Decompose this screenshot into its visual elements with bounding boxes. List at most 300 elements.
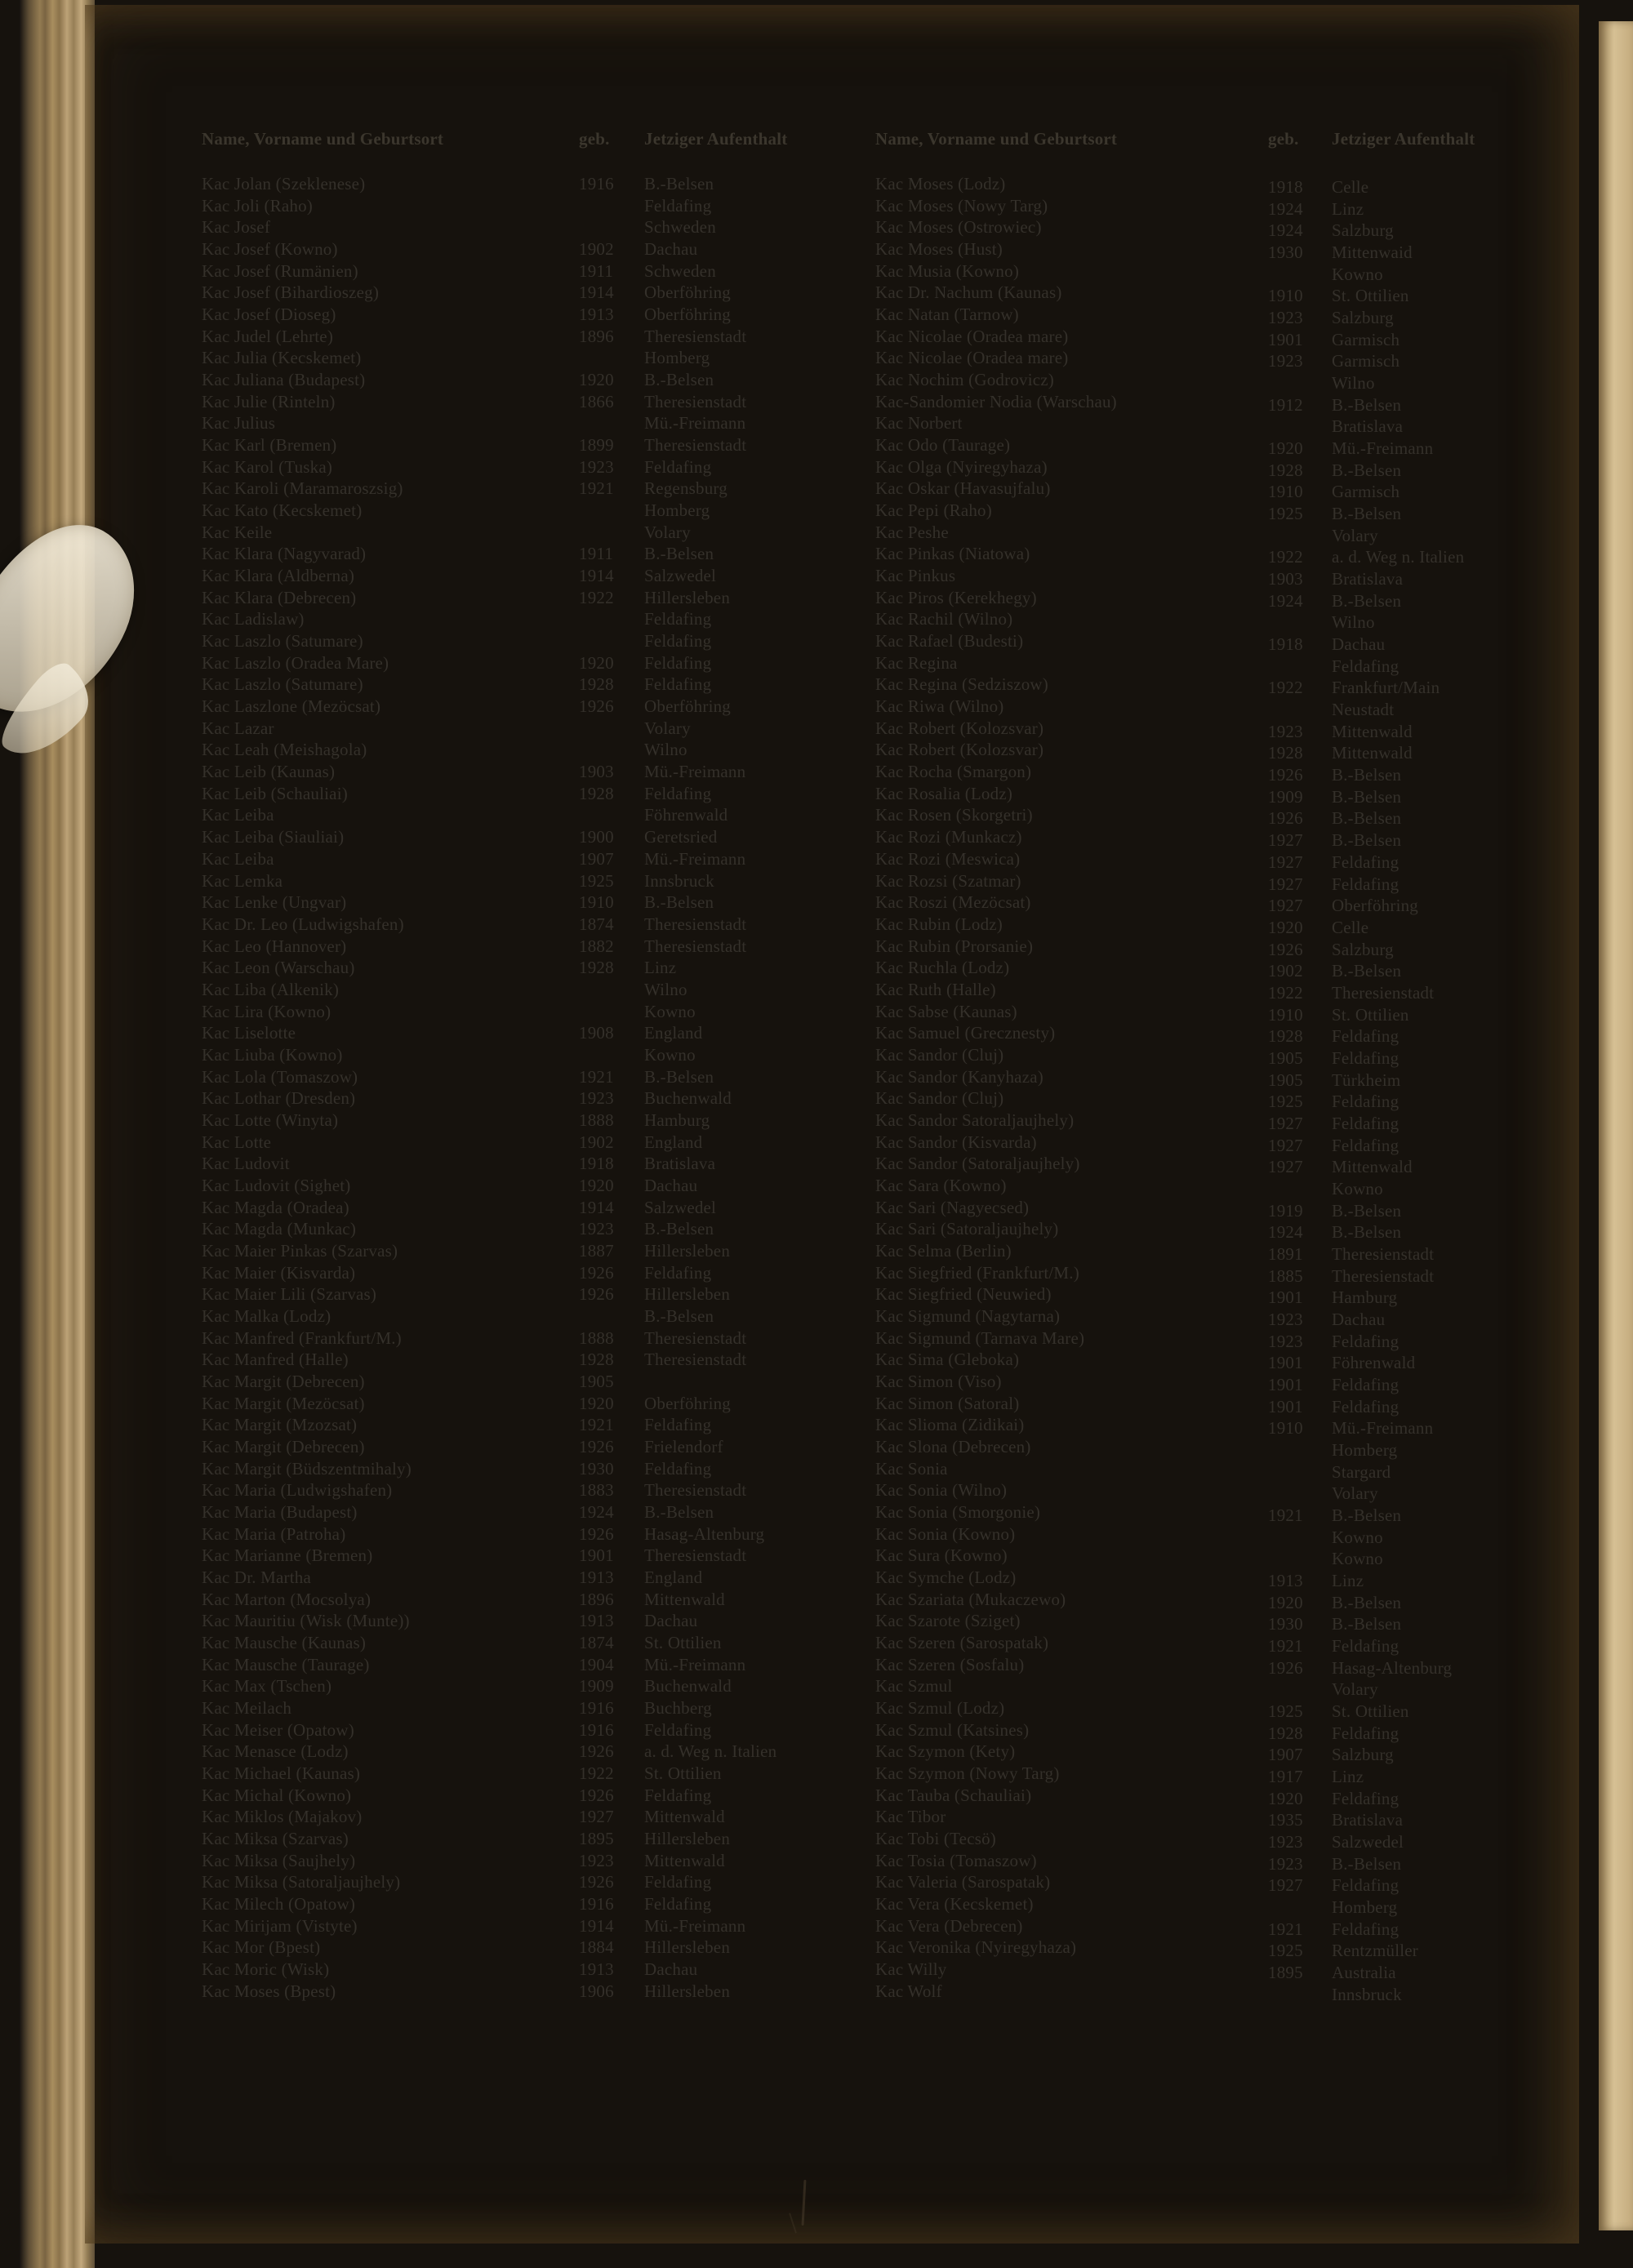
register-row (875, 173, 1586, 195)
register-row (875, 1523, 1586, 1545)
entry-geb: 1885 (1268, 1265, 1303, 1286)
register-row (202, 412, 871, 434)
entry-name: Kac Keile (202, 522, 273, 542)
register-row (202, 652, 871, 674)
entry-name: Kac Juliana (Budapest) (202, 370, 366, 390)
entry-name: Kac Manfred (Frankfurt/M.) (202, 1327, 402, 1348)
entry-ort: Celle (1332, 177, 1369, 197)
entry-geb: 1888 (579, 1327, 614, 1348)
entry-ort: Wilno (644, 740, 687, 760)
entry-name: Kac-Sandomier Nodia (Warschau) (875, 391, 1117, 411)
entry-name: Kac Karl (Bremen) (202, 435, 337, 456)
register-row (875, 500, 1586, 522)
entry-name: Kac Miksa (Saujhely) (202, 1850, 356, 1870)
register-row (202, 957, 871, 979)
register-row (202, 1785, 871, 1807)
entry-geb: 1874 (579, 1633, 614, 1653)
entry-geb: 1925 (579, 870, 614, 891)
entry-geb: 1926 (579, 1262, 614, 1283)
entry-name: Kac Lira (Kowno) (202, 1001, 331, 1021)
entry-ort: Buchenwald (644, 1676, 732, 1697)
entry-ort: Mittenwald (1332, 721, 1413, 741)
entry-ort: Feldafing (644, 609, 712, 629)
register-row (875, 1132, 1586, 1154)
register-row (202, 565, 871, 587)
entry-name: Kac Mor (Bpest) (202, 1937, 321, 1958)
column-header (875, 127, 1586, 150)
entry-ort: B.-Belsen (1332, 961, 1402, 981)
register-row (875, 369, 1586, 394)
entry-geb: 1918 (1268, 634, 1303, 655)
entry-name: Kac Laszlo (Oradea Mare) (202, 652, 389, 673)
entry-ort: Homberg (644, 500, 710, 521)
entry-geb: 1925 (1268, 1701, 1303, 1722)
entry-name: Kac Rozsi (Szatmar) (875, 870, 1021, 891)
entry-ort: Bratislava (1332, 569, 1404, 589)
entry-geb: 1927 (1268, 1135, 1303, 1155)
entry-ort: Kowno (1332, 264, 1383, 284)
entry-name: Kac Leiba (Siauliai) (202, 827, 345, 847)
register-row (875, 1436, 1586, 1458)
entry-geb: 1911 (579, 260, 614, 281)
register-row (875, 696, 1586, 718)
entry-ort: B.-Belsen (644, 544, 714, 564)
entry-name: Kac Moses (Nowy Targ) (875, 195, 1048, 216)
entry-geb: 1912 (1268, 394, 1303, 415)
register-row (875, 1479, 1586, 1504)
entry-name: Kac Josef (Dioseg) (202, 305, 336, 325)
register-row (202, 1741, 871, 1763)
entry-ort: Mittenwald (1332, 743, 1413, 763)
register-row (875, 434, 1586, 459)
register-row (202, 1218, 871, 1240)
register-row (202, 1567, 871, 1589)
register-row (202, 1283, 871, 1305)
entry-geb: 1927 (1268, 1113, 1303, 1133)
entry-ort: England (644, 1132, 703, 1152)
entry-name: Kac Marianne (Bremen) (202, 1545, 373, 1566)
entry-name: Kac Meilach (202, 1698, 292, 1719)
entry-geb: 1920 (1268, 917, 1303, 937)
entry-name: Kac Julie (Rinteln) (202, 391, 336, 411)
entry-name: Kac Moric (Wisk) (202, 1959, 330, 1980)
entry-name: Kac Michael (Kaunas) (202, 1763, 361, 1784)
register-row (875, 1719, 1586, 1741)
entry-geb: 1920 (1268, 1592, 1303, 1612)
entry-name: Kac Mirijam (Vistyte) (202, 1915, 358, 1936)
register-row (875, 870, 1586, 892)
entry-name: Kac Ludovit (202, 1154, 290, 1174)
entry-geb: 1907 (1268, 1745, 1303, 1765)
entry-name: Kac Manfred (Halle) (202, 1350, 349, 1370)
entry-name: Kac Margit (Mezöcsat) (202, 1393, 365, 1413)
entry-geb: 1926 (1268, 1657, 1303, 1678)
register-row (875, 1393, 1586, 1415)
register-row (875, 936, 1586, 958)
register-row (875, 1545, 1586, 1567)
register-row (875, 1022, 1586, 1047)
register-row (875, 1589, 1586, 1611)
register-rows (202, 173, 871, 2002)
register-row (202, 761, 871, 783)
entry-name: Kac Karoli (Maramaroszsig) (202, 478, 403, 499)
entry-ort: Mittenwald (644, 1589, 725, 1609)
entry-ort: Dachau (644, 1175, 698, 1195)
entry-ort: Salzburg (1332, 308, 1394, 328)
entry-ort: Dachau (644, 239, 698, 260)
entry-geb: 1902 (579, 239, 614, 260)
entry-ort: Feldafing (1332, 1026, 1399, 1047)
register-row (202, 1915, 871, 1937)
register-row (202, 1610, 871, 1632)
register-row (875, 412, 1586, 437)
entry-geb: 1901 (1268, 1287, 1303, 1308)
entry-name: Kac Josef (Kowno) (202, 239, 338, 260)
register-row (875, 1501, 1586, 1523)
entry-geb: 1928 (579, 1350, 614, 1370)
register-row (875, 1349, 1586, 1371)
entry-ort: Kowno (1332, 1178, 1383, 1198)
entry-name: Kac Michal (Kowno) (202, 1785, 352, 1805)
entry-name: Kac Samuel (Grecznesty) (875, 1023, 1056, 1043)
entry-ort: Hamburg (644, 1110, 710, 1130)
register-row (202, 1523, 871, 1545)
entry-geb: 1914 (579, 1197, 614, 1217)
register-row (202, 478, 871, 500)
entry-name: Kac Miklos (Majakov) (202, 1807, 363, 1827)
register-row (202, 979, 871, 1001)
entry-ort: Feldafing (644, 652, 712, 673)
entry-name: Kac Rachil (Wilno) (875, 609, 1013, 629)
entry-ort: Homberg (1332, 1897, 1398, 1918)
entry-name: Kac Symche (Lodz) (875, 1568, 1017, 1587)
entry-geb: 1922 (1268, 982, 1303, 1003)
register-row (202, 1044, 871, 1066)
register-row (875, 1044, 1586, 1066)
register-row (202, 1087, 871, 1110)
entry-geb: 1924 (1268, 1222, 1303, 1243)
entry-name: Kac Piros (Kerekhegy) (875, 587, 1037, 607)
entry-geb: 1924 (1268, 220, 1303, 241)
entry-name: Kac Klara (Debrecen) (202, 587, 357, 607)
entry-geb: 1923 (1268, 1331, 1303, 1351)
register-row (202, 1110, 871, 1132)
register-row (202, 282, 871, 304)
entry-name: Kac Siegfried (Neuwied) (875, 1284, 1052, 1305)
register-row (202, 434, 871, 456)
entry-ort: Schweden (644, 217, 716, 238)
entry-geb: 1923 (1268, 308, 1303, 328)
entry-ort: B.-Belsen (1332, 1853, 1402, 1874)
entry-ort: Salzburg (1332, 220, 1394, 241)
entry-name: Kac Sima (Gleboka) (875, 1350, 1020, 1370)
entry-geb: 1913 (579, 1611, 614, 1631)
register-row (875, 347, 1586, 369)
entry-geb: 1923 (1268, 351, 1303, 371)
register-row (875, 1915, 1586, 1937)
register-row (202, 1436, 871, 1458)
register-row (202, 587, 871, 609)
entry-geb: 1927 (579, 1807, 614, 1827)
entry-name: Kac Sigmund (Tarnava Mare) (875, 1327, 1085, 1348)
entry-geb: 1901 (1268, 1374, 1303, 1394)
register-row (202, 195, 871, 217)
entry-name: Kac Laszlone (Mezöcsat) (202, 696, 381, 717)
entry-ort: Mü.-Freimann (644, 848, 746, 869)
register-row (202, 1197, 871, 1219)
entry-geb: 1913 (579, 1568, 614, 1587)
entry-geb: 1926 (1268, 765, 1303, 785)
entry-geb: 1910 (1268, 286, 1303, 306)
entry-geb: 1914 (579, 1915, 614, 1936)
entry-name: Kac Judel (Lehrte) (202, 326, 334, 346)
register-row (202, 1132, 871, 1154)
entry-geb: 1921 (1268, 1505, 1303, 1525)
entry-name: Kac Vera (Kecskemet) (875, 1894, 1034, 1914)
entry-geb: 1920 (579, 1175, 614, 1195)
entry-ort: Bratislava (644, 1154, 716, 1174)
entry-name: Kac Sonia (Wilno) (875, 1480, 1008, 1501)
entry-name: Kac Sura (Kowno) (875, 1545, 1008, 1566)
register-row (202, 1479, 871, 1501)
entry-geb: 1928 (579, 674, 614, 695)
entry-ort: Theresienstadt (644, 326, 747, 346)
entry-name: Kac Margit (Debrecen) (202, 1436, 365, 1456)
entry-geb: 1921 (579, 1415, 614, 1435)
entry-geb: 1919 (1268, 1200, 1303, 1221)
entry-geb: 1910 (1268, 1418, 1303, 1439)
entry-geb: 1913 (579, 1959, 614, 1980)
entry-ort: Feldafing (1332, 656, 1399, 676)
entry-geb: 1920 (579, 1393, 614, 1413)
entry-ort: Garmisch (1332, 482, 1400, 502)
register-row (875, 1110, 1586, 1132)
entry-ort: Kowno (1332, 1527, 1383, 1547)
entry-name: Kac Dr. Leo (Ludwigshafen) (202, 914, 404, 934)
entry-geb: 1882 (579, 936, 614, 956)
entry-ort: Feldafing (1332, 1331, 1399, 1351)
entry-ort: Volary (1332, 525, 1378, 545)
entry-geb: 1921 (1268, 1919, 1303, 1939)
entry-ort: Hillersleben (644, 1829, 731, 1849)
entry-geb: 1900 (579, 827, 614, 847)
register-row (202, 1719, 871, 1741)
register-row (202, 1981, 871, 2003)
entry-ort: Theresienstadt (1332, 1265, 1435, 1286)
entry-geb: 1922 (1268, 678, 1303, 698)
entry-name: Kac Dr. Nachum (Kaunas) (875, 282, 1062, 303)
register-row (875, 326, 1586, 348)
entry-ort: Salzburg (1332, 939, 1394, 959)
entry-geb: 1910 (1268, 482, 1303, 502)
entry-ort: B.-Belsen (1332, 1592, 1402, 1612)
entry-ort: B.-Belsen (644, 1219, 714, 1239)
register-row (202, 1066, 871, 1088)
entry-geb: 1917 (1268, 1767, 1303, 1787)
entry-ort: Kowno (1332, 1549, 1383, 1569)
entry-geb: 1918 (1268, 177, 1303, 197)
entry-name: Kac Slioma (Zidikai) (875, 1415, 1025, 1435)
entry-ort: Hasag-Altenburg (1332, 1657, 1453, 1678)
entry-name: Kac Sara (Kowno) (875, 1175, 1007, 1195)
entry-name: Kac Sonia (875, 1458, 948, 1479)
register-column-left (202, 127, 871, 2002)
register-row (202, 608, 871, 630)
register-row (202, 1828, 871, 1850)
entry-name: Kac Mauritiu (Wisk (Munte)) (202, 1611, 410, 1631)
register-row (875, 1001, 1586, 1023)
entry-ort: B.-Belsen (1332, 1614, 1402, 1634)
register-row (202, 674, 871, 696)
entry-geb: 1923 (579, 1219, 614, 1239)
register-row (202, 1414, 871, 1436)
register-row (202, 1022, 871, 1044)
entry-name: Kac Malka (Lodz) (202, 1305, 331, 1326)
entry-ort: Föhrenwald (644, 805, 728, 825)
register-row (875, 1806, 1586, 1828)
entry-name: Kac Leo (Hannover) (202, 936, 347, 956)
entry-name: Kac Szmul (Katsines) (875, 1719, 1030, 1740)
register-row (202, 1458, 871, 1480)
entry-geb: 1935 (1268, 1810, 1303, 1830)
column-header (202, 127, 871, 150)
entry-geb: 1923 (579, 1850, 614, 1870)
header-name: Name, Vorname und Geburtsort (202, 129, 444, 149)
entry-name: Kac Rubin (Lodz) (875, 914, 1003, 934)
entry-ort: B.-Belsen (644, 1066, 714, 1087)
entry-geb: 1901 (579, 1545, 614, 1566)
entry-name: Kac Rozi (Munkacz) (875, 827, 1022, 847)
entry-ort: Salzwedel (1332, 1832, 1404, 1852)
entry-geb: 1899 (579, 435, 614, 456)
entry-name: Kac Regina (Sedziszow) (875, 674, 1048, 695)
register-row (202, 696, 871, 718)
entry-name: Kac Tobi (Tecsö) (875, 1829, 996, 1849)
entry-geb: 1896 (579, 1589, 614, 1609)
entry-name: Kac Rosalia (Lodz) (875, 783, 1013, 803)
entry-name: Kac Milech (Opatow) (202, 1894, 356, 1914)
register-row (875, 979, 1586, 1001)
register-row (875, 1371, 1586, 1393)
entry-name: Kac Pepi (Raho) (875, 500, 992, 521)
entry-name: Kac Robert (Kolozsvar) (875, 740, 1044, 760)
register-row (875, 1785, 1586, 1807)
entry-name: Kac Lotte (202, 1132, 272, 1152)
entry-name: Kac Jolan (Szeklenese) (202, 174, 366, 193)
entry-geb: 1903 (579, 762, 614, 782)
register-row (875, 1850, 1586, 1872)
entry-ort: Feldafing (1332, 1092, 1399, 1112)
entry-name: Kac Lothar (Dresden) (202, 1088, 356, 1109)
register-row (202, 1501, 871, 1523)
entry-ort: Oberföhring (1332, 896, 1419, 916)
entry-geb: 1902 (1268, 961, 1303, 981)
entry-geb: 1925 (1268, 1941, 1303, 1961)
entry-geb: 1926 (579, 696, 614, 717)
entry-geb: 1874 (579, 914, 614, 934)
register-row (202, 1763, 871, 1785)
register-page (85, 5, 1579, 2244)
entry-geb: 1905 (1268, 1070, 1303, 1090)
entry-geb: 1928 (579, 958, 614, 978)
register-row (202, 1632, 871, 1654)
entry-geb: 1911 (579, 544, 614, 564)
register-row (875, 1981, 1586, 2003)
register-row (875, 848, 1586, 870)
entry-ort: Theresienstadt (644, 391, 747, 411)
entry-name: Kac Liselotte (202, 1023, 296, 1043)
entry-name: Kac Musia (Kowno) (875, 260, 1020, 281)
pencil-mark (789, 2212, 797, 2233)
register-row (202, 500, 871, 522)
entry-ort: Wilno (1332, 612, 1375, 633)
entry-ort: B.-Belsen (1332, 1222, 1402, 1243)
register-row (875, 1763, 1586, 1785)
entry-name: Kac Rafael (Budesti) (875, 631, 1024, 651)
entry-geb: 1923 (1268, 721, 1303, 741)
entry-ort: B.-Belsen (1332, 460, 1402, 480)
entry-name: Kac Margit (Mzozsat) (202, 1415, 358, 1435)
entry-ort: Hillersleben (644, 1240, 731, 1261)
entry-name: Kac Robert (Kolozsvar) (875, 718, 1044, 738)
entry-name: Kac Miksa (Satoraljaujhely) (202, 1872, 401, 1892)
register-row (875, 1240, 1586, 1262)
entry-geb: 1901 (1268, 329, 1303, 349)
entry-ort: Regensburg (644, 478, 728, 499)
entry-name: Kac Lazar (202, 718, 274, 738)
entry-ort: Stargard (1332, 1461, 1391, 1482)
entry-ort: Feldafing (1332, 1636, 1399, 1657)
entry-geb: 1888 (579, 1110, 614, 1130)
register-row (202, 543, 871, 565)
entry-name: Kac Sonia (Kowno) (875, 1523, 1016, 1544)
entry-name: Kac Pinkus (875, 566, 956, 586)
entry-geb: 1901 (1268, 1396, 1303, 1416)
entry-name: Kac Pinkas (Niatowa) (875, 544, 1030, 564)
entry-name: Kac Menasce (Lodz) (202, 1741, 349, 1762)
entry-ort: St. Ottilien (644, 1763, 722, 1784)
entry-geb: 1909 (1268, 786, 1303, 807)
entry-geb: 1923 (1268, 1309, 1303, 1329)
entry-geb: 1901 (1268, 1353, 1303, 1373)
page-stack-edges (20, 0, 95, 2268)
entry-geb: 1916 (579, 1894, 614, 1914)
entry-name: Kac Rozi (Meswica) (875, 848, 1021, 869)
entry-geb: 1895 (1268, 1963, 1303, 1983)
header-ort: Jetziger Aufenthalt (644, 129, 788, 149)
register-row (875, 238, 1586, 263)
entry-ort: Rentzmüller (1332, 1941, 1419, 1961)
entry-geb: 1866 (579, 391, 614, 411)
register-row (875, 892, 1586, 914)
entry-ort: Theresienstadt (644, 1350, 747, 1370)
entry-name: Kac Roszi (Mezöcsat) (875, 892, 1031, 913)
entry-ort: B.-Belsen (644, 370, 714, 390)
register-row (875, 826, 1586, 851)
entry-geb: 1916 (579, 1719, 614, 1740)
register-row (875, 957, 1586, 979)
entry-name: Kac Liba (Alkenik) (202, 979, 340, 999)
entry-ort: Hillersleben (644, 587, 731, 607)
register-row (202, 1349, 871, 1371)
register-row (875, 1283, 1586, 1308)
entry-name: Kac Szmul (875, 1676, 953, 1697)
entry-name: Kac Nicolae (Oradea mare) (875, 326, 1069, 346)
register-row (875, 1632, 1586, 1657)
entry-name: Kac Sari (Nagyecsed) (875, 1197, 1030, 1217)
entry-geb: 1928 (1268, 460, 1303, 480)
entry-geb: 1928 (1268, 1723, 1303, 1743)
